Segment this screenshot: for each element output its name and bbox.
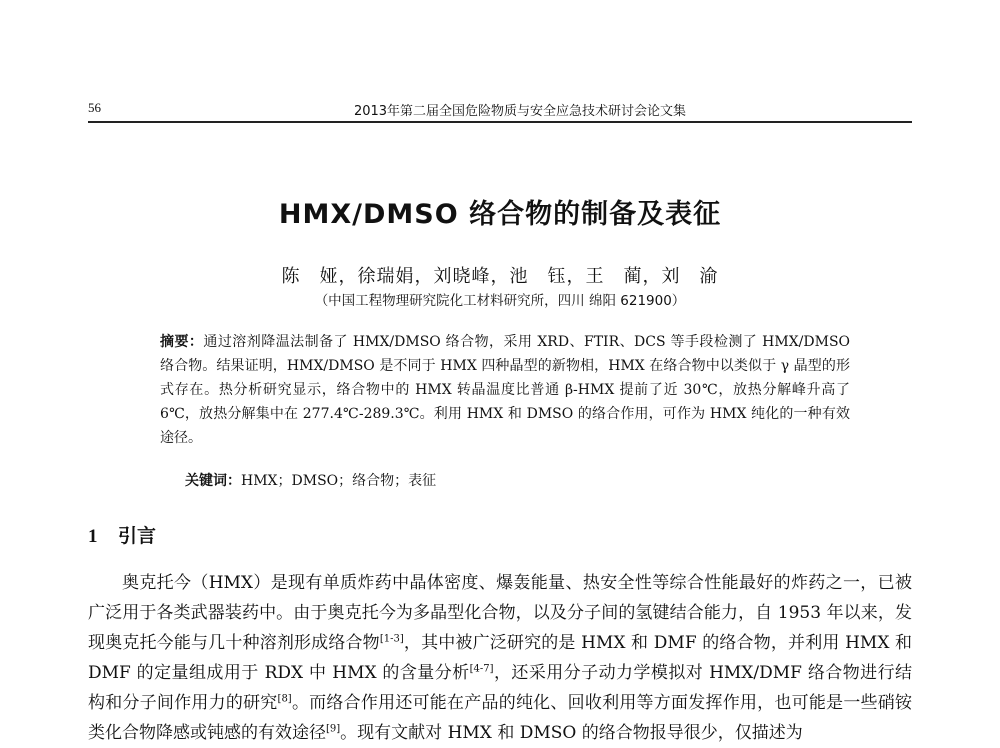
authors: 陈 娅，徐瑞娟，刘晓峰，池 钰，王 蔺，刘 渝 bbox=[281, 266, 719, 287]
paragraph-text: ，其中被广泛研究的是 HMX 和 DMF 的络合物，并利用 HMX 和 DMF 的定量组成用于 RDX 中 HMX 的含量分析 bbox=[88, 633, 913, 683]
abstract-text: 通过溶剂降温法制备了 HMX/DMSO 络合物，采用 XRD、FTIR、DCS 等手段检测了 HMX/DMSO 络合物。结果证明，HMX/DMSO 是不同于 HMX 四种晶型的新物相，HMX 在络合物中以类似于 γ 晶型的形式存在。热分析研究显示，络合物中的 HMX 转晶温度比普通 β-HMX 提前了近 30℃，放热分解峰升高了 6℃，放热分解集中在 277.4℃-289.3℃。利用 HMX 和 DMSO 的络合作用，可作为 HMX 纯化的一种有效途径。 bbox=[160, 334, 851, 446]
paragraph-text: 奥克托今（HMX）是现有单质炸药中晶体密度、爆轰能量、热安全性等综合性能最好的炸药之一，已被广泛用于各类武器装药中。由于奥克托今为多晶型化合物，以及分子间的氢键结合能力，自 1953 年以来，发现奥克托今能与几十种溶剂形成络合物 bbox=[88, 573, 912, 653]
abstract bbox=[160, 330, 850, 450]
keywords bbox=[185, 470, 436, 490]
citation[interactable]: [9] bbox=[326, 723, 341, 735]
paragraph-text: 。现有文献对 HMX 和 DMSO 的络合物报导很少，仅描述为 bbox=[340, 723, 803, 743]
running-header: 2013年第二届全国危险物质与安全应急技术研讨会论文集 bbox=[353, 104, 687, 119]
keywords-label: 关键词： bbox=[185, 473, 241, 489]
header-rule bbox=[88, 121, 912, 123]
paragraph bbox=[88, 568, 912, 748]
section-title: 引言 bbox=[118, 525, 157, 547]
citation[interactable]: [1-3] bbox=[379, 633, 404, 645]
citation[interactable]: [8] bbox=[277, 693, 292, 705]
affiliation: （中国工程物理研究院化工材料研究所，四川 绵阳 621900） bbox=[314, 293, 686, 309]
page-number: 56 bbox=[88, 100, 101, 115]
citation[interactable]: [4-7] bbox=[469, 663, 494, 675]
section-number: 1 bbox=[88, 526, 98, 547]
paragraph-text: ，还采用分子动力学模拟对 HMX/DMF 络合物进行结构和分子间作用力的研究 bbox=[88, 663, 913, 713]
abstract-label: 摘要： bbox=[160, 334, 204, 350]
paragraph-text: 。而络合作用还可能在产品的纯化、回收利用等方面发挥作用，也可能是一些硝铵类化合物降感或钝感的有效途径 bbox=[88, 693, 913, 743]
body-text bbox=[88, 568, 912, 748]
keywords-text: HMX；DMSO；络合物；表征 bbox=[241, 473, 437, 489]
paper-title: HMX/DMSO 络合物的制备及表征 bbox=[278, 199, 722, 230]
section-heading bbox=[88, 521, 156, 548]
